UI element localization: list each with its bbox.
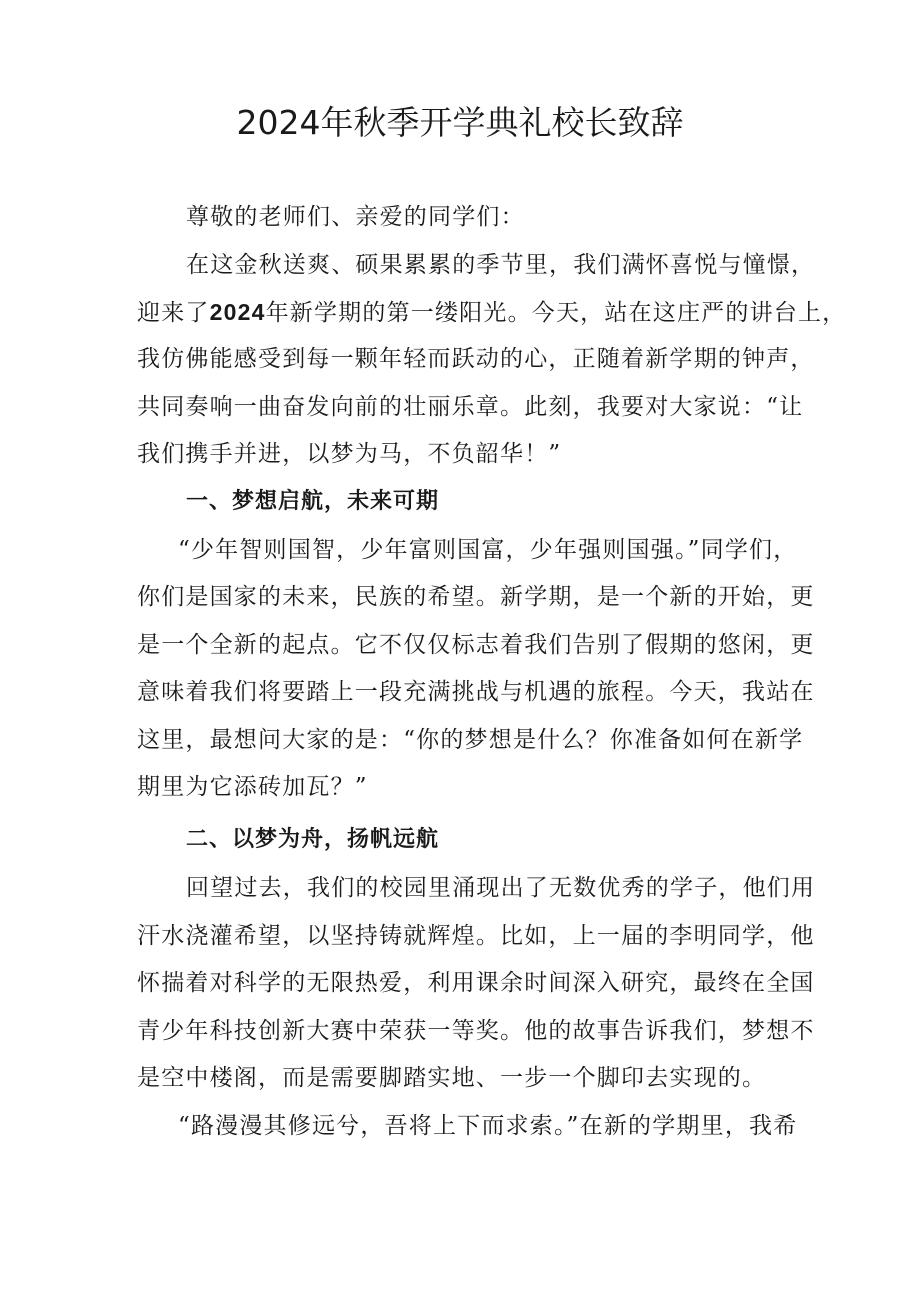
section-1-line-2: 你们是国家的未来，民族的希望。新学期，是一个新的开始，更: [137, 584, 815, 610]
section-2-line-1: 回望过去，我们的校园里涌现出了无数优秀的学子，他们用: [186, 875, 816, 901]
section-2-line-4: 青少年科技创新大赛中荣获一等奖。他的故事告诉我们，梦想不: [137, 1018, 815, 1044]
section-2-line-3: 怀揣着对科学的无限热爱，利用课余时间深入研究，最终在全国: [137, 970, 815, 996]
intro-line-4: 共同奏响一曲奋发向前的壮丽乐章。此刻，我要对大家说：“让: [137, 394, 804, 420]
section-1-line-5: 这里，最想问大家的是：“你的梦想是什么？你准备如何在新学: [137, 727, 804, 753]
intro-line-2: [137, 297, 847, 328]
intro-year: 2024: [209, 299, 266, 325]
intro-line-5: 我们携手并进，以梦为马，不负韶华！”: [137, 441, 562, 467]
document-title: 2024年秋季开学典礼校长致辞: [236, 103, 684, 142]
intro-line-1: 在这金秋送爽、硕果累累的季节里，我们满怀喜悦与憧憬，: [186, 252, 816, 278]
intro-line-3: 我仿佛能感受到每一颗年轻而跃动的心，正随着新学期的钟声，: [137, 346, 815, 372]
section-2-line-2: 汗水浇灌希望，以坚持铸就辉煌。比如，上一届的李明同学，他: [137, 923, 815, 949]
section-1-line-4: 意味着我们将要踏上一段充满挑战与机遇的旅程。今天，我站在: [137, 679, 815, 705]
section-2-line-5: 是空中楼阁，而是需要脚踏实地、一步一个脚印去实现的。: [137, 1065, 767, 1091]
section-1-heading: 一、梦想启航，未来可期: [186, 489, 440, 514]
section-2-heading: 二、以梦为舟，扬帆远航: [186, 827, 440, 852]
greeting: 尊敬的老师们、亲爱的同学们：: [186, 204, 525, 230]
section-1-line-3: 是一个全新的起点。它不仅仅标志着我们告别了假期的悠闲，更: [137, 632, 815, 658]
section-1-line-1: “少年智则国智，少年富则国富，少年强则国强。”同学们，: [178, 537, 798, 563]
intro-line-2-b: 年新学期的第一缕阳光。今天，站在这庄严的讲台上，: [265, 300, 847, 326]
section-1-line-6: 期里为它添砖加瓦？”: [137, 774, 368, 800]
intro-line-2-a: 迎来了: [137, 300, 210, 326]
section-2-line-6: “路漫漫其修远兮，吾将上下而求索。”在新的学期里，我希: [178, 1113, 798, 1139]
